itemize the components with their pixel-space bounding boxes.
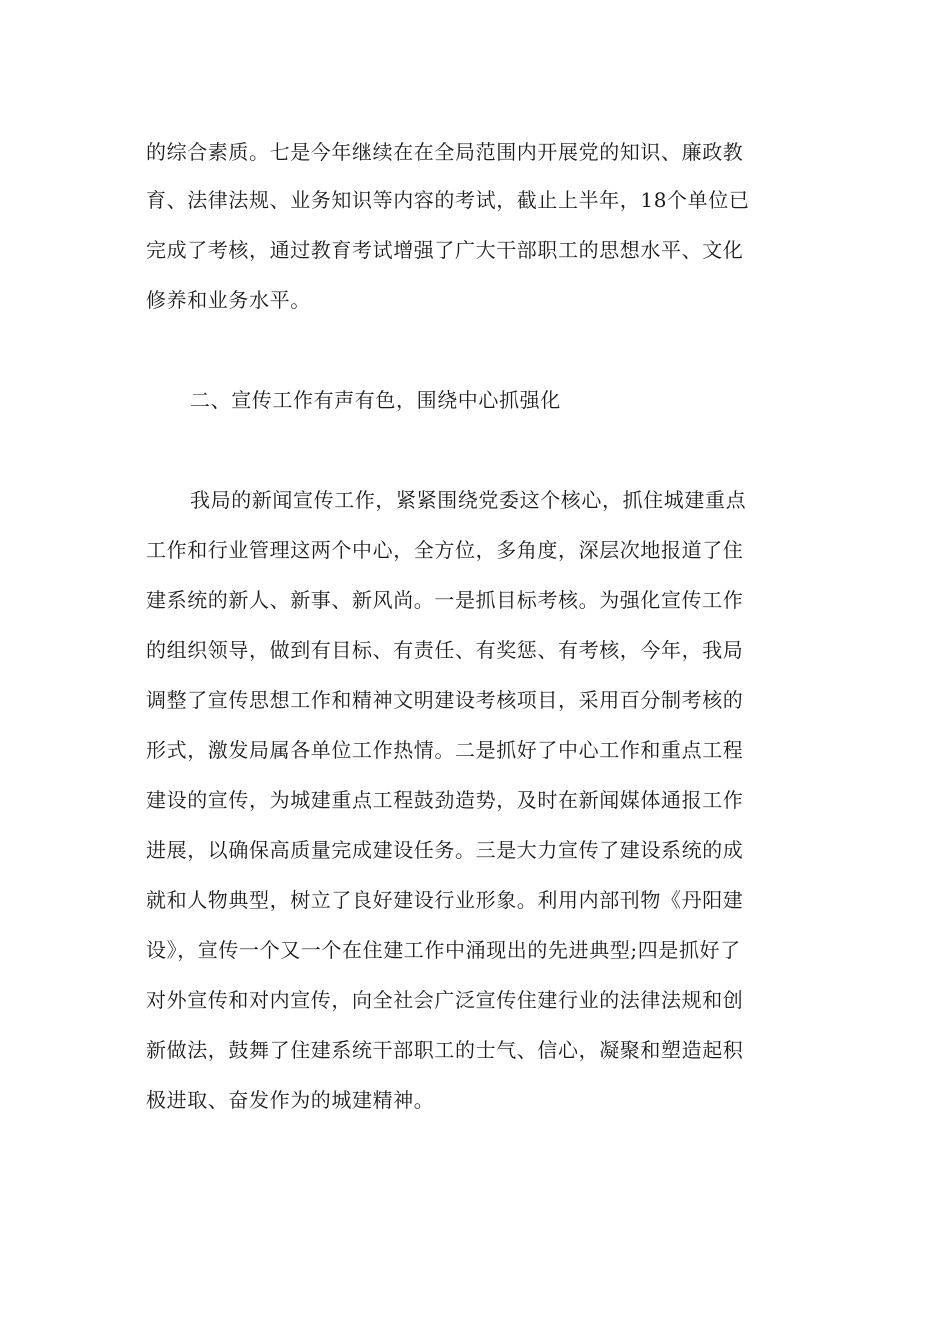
- paragraph-2-line-7: 建设的宣传，为城建重点工程鼓劲造势，及时在新闻媒体通报工作: [146, 788, 744, 812]
- paragraph-2-line-13: 极进取、奋发作为的城建精神。: [146, 1088, 435, 1112]
- paragraph-1-line-1: 的综合素质。七是今年继续在在全局范围内开展党的知识、廉政教: [146, 140, 744, 164]
- paragraph-2-line-10: 设》，宣传一个又一个在住建工作中涌现出的先进典型;四是抓好了: [146, 938, 741, 962]
- paragraph-2-line-2: 工作和行业管理这两个中心，全方位，多角度，深层次地报道了住: [146, 538, 744, 562]
- paragraph-2-line-3: 建系统的新人、新事、新风尚。一是抓目标考核。为强化宣传工作: [146, 588, 744, 612]
- paragraph-2-line-4: 的组织领导，做到有目标、有责任、有奖惩、有考核，今年，我局: [146, 638, 744, 662]
- paragraph-2-line-1: 我局的新闻宣传工作，紧紧围绕党委这个核心，抓住城建重点: [190, 488, 747, 512]
- paragraph-2-line-12: 新做法，鼓舞了住建系统干部职工的士气、信心，凝聚和塑造起积: [146, 1038, 744, 1062]
- section-heading: 二、宣传工作有声有色，围绕中心抓强化: [190, 388, 561, 412]
- paragraph-2-line-6: 形式，激发局属各单位工作热情。二是抓好了中心工作和重点工程: [146, 738, 744, 762]
- paragraph-1-line-4: 修养和业务水平。: [146, 288, 311, 312]
- paragraph-2-line-8: 进展，以确保高质量完成建设任务。三是大力宣传了建设系统的成: [146, 838, 744, 862]
- paragraph-1-line-2: 育、法律法规、业务知识等内容的考试，截止上半年，18个单位已: [146, 188, 750, 212]
- paragraph-2-line-5: 调整了宣传思想工作和精神文明建设考核项目，采用百分制考核的: [146, 688, 744, 712]
- paragraph-2-line-9: 就和人物典型，树立了良好建设行业形象。利用内部刊物《丹阳建: [146, 888, 744, 912]
- paragraph-1-line-3: 完成了考核，通过教育考试增强了广大干部职工的思想水平、文化: [146, 238, 744, 262]
- paragraph-2-line-11: 对外宣传和对内宣传，向全社会广泛宣传住建行业的法律法规和创: [146, 988, 744, 1012]
